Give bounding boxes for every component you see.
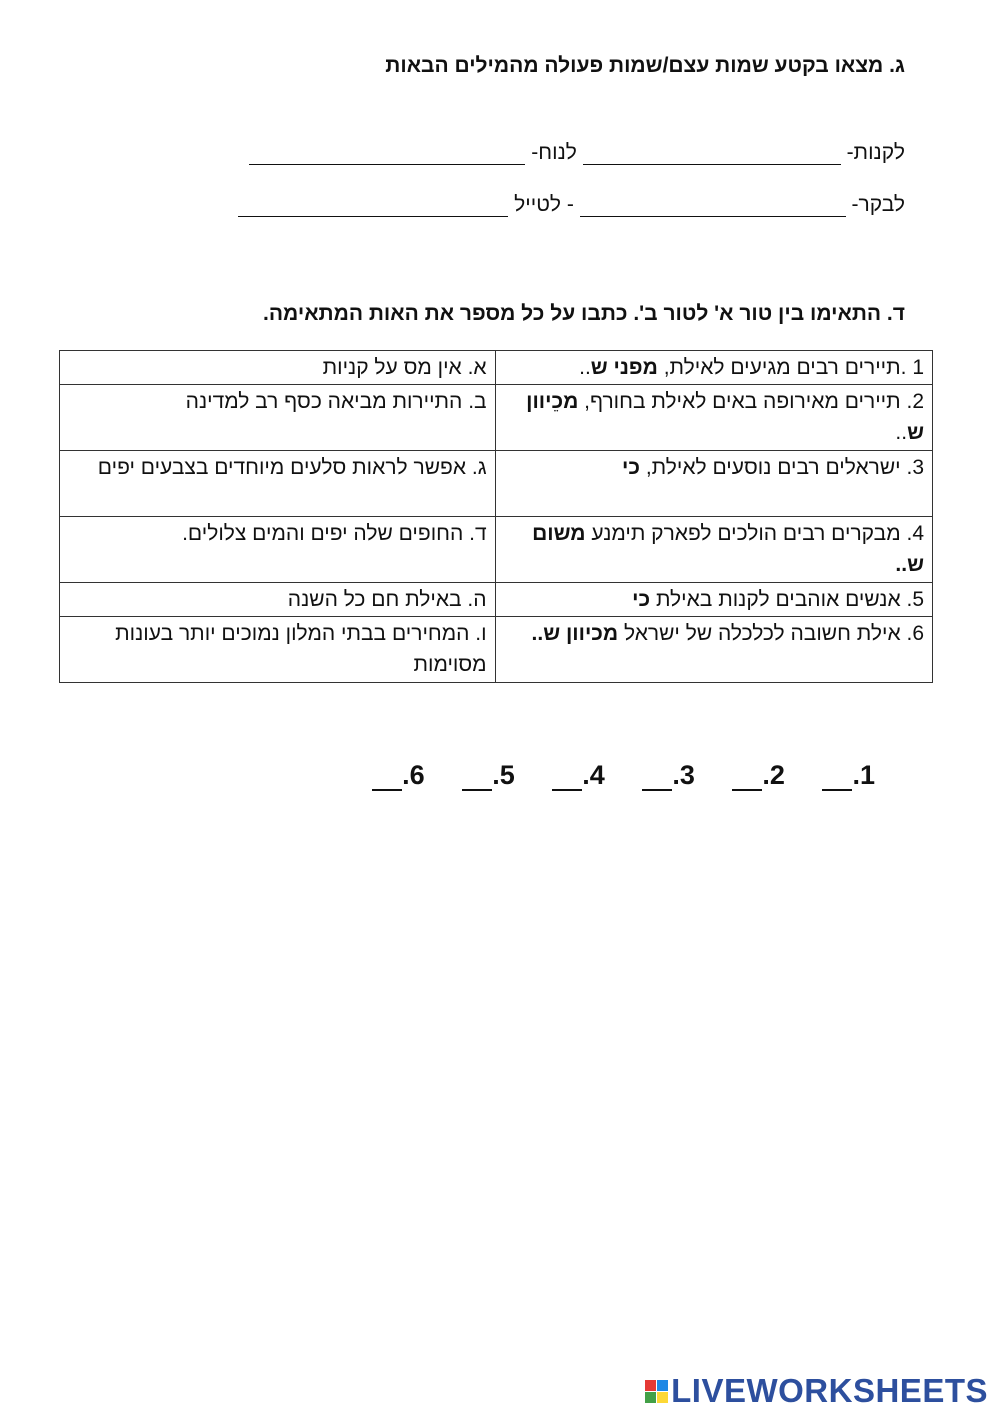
cell-bold-text: מפני ש [590, 356, 658, 379]
answer-item-4 [552, 760, 605, 791]
logo-text-worksheets: WORKSHEETS [746, 1372, 988, 1409]
logo-square [645, 1392, 656, 1403]
answer-input-2[interactable] [732, 765, 762, 791]
table-row [60, 617, 933, 683]
logo-square [657, 1380, 668, 1391]
cell-bold-text: כי [632, 588, 651, 611]
answer-line [342, 760, 875, 791]
cell-bold-text: משום ש.. [532, 522, 924, 576]
answer-input-6[interactable] [372, 765, 402, 791]
answer-item-3 [642, 760, 695, 791]
answer-input-1[interactable] [822, 765, 852, 791]
cell-bold-text: כי [622, 456, 640, 479]
answer-input-5[interactable] [462, 765, 492, 791]
column-b-cell: ו. המחירים בבתי המלון נמוכים יותר בעונות מסוימות [60, 617, 496, 683]
fill-row-1 [249, 140, 905, 165]
logo-text-live: LIVE [671, 1372, 747, 1409]
answer-label: 5. [492, 760, 515, 790]
cell-text-end: .. [579, 356, 591, 379]
logo-square [645, 1380, 656, 1391]
column-b-cell: א. אין מס על קניות [60, 351, 496, 385]
fill-row-2 [238, 192, 905, 217]
word-levaker: לבקר- [851, 193, 905, 216]
column-b-cell: ב. התיירות מביאה כסף רב למדינה [60, 385, 496, 451]
word-lanuach: לנוח- [531, 141, 577, 164]
answer-label: 1. [852, 760, 875, 790]
answer-item-6 [372, 760, 425, 791]
column-a-cell [495, 351, 932, 385]
cell-text: 5. אנשים אוהבים לקנות באילת [650, 588, 924, 611]
matching-table [59, 350, 933, 683]
cell-text: 6. אילת חשובה לכלכלה של ישראל [618, 622, 924, 645]
answer-label: 4. [582, 760, 605, 790]
answer-field-liknot[interactable] [583, 140, 841, 165]
column-a-cell [495, 517, 932, 583]
column-a-cell [495, 583, 932, 617]
answer-field-lanuach[interactable] [249, 140, 525, 165]
table-row [60, 517, 933, 583]
word-letayel: - לטייל [514, 193, 574, 216]
table-row [60, 451, 933, 517]
answer-field-letayel[interactable] [238, 192, 508, 217]
cell-bold-text: מכיוון ש.. [531, 622, 619, 645]
cell-text: 1 .תיירים רבים מגיעים לאילת, [657, 356, 924, 379]
column-b-cell: ד. החופים שלה יפים והמים צלולים. [60, 517, 496, 583]
answer-item-1 [822, 760, 875, 791]
section-g-title: ג. מצאו בקטע שמות עצם/שמות פעולה מהמילים הבאות [385, 54, 905, 77]
cell-text: 3. ישראלים רבים נוסעים לאילת, [639, 456, 924, 479]
cell-bold-text: מכֵיוון ש [526, 390, 924, 444]
answer-item-2 [732, 760, 785, 791]
answer-label: 2. [762, 760, 785, 790]
column-a-cell [495, 451, 932, 517]
answer-input-4[interactable] [552, 765, 582, 791]
answer-field-levaker[interactable] [580, 192, 846, 217]
column-b-cell: ג. אפשר לראות סלעים מיוחדים בצבעים יפים [60, 451, 496, 517]
table-row [60, 351, 933, 385]
table-row [60, 385, 933, 451]
answer-input-3[interactable] [642, 765, 672, 791]
cell-text: 2. תיירים מאירופה באים לאילת בחורף, [578, 390, 924, 413]
column-a-cell [495, 617, 932, 683]
logo-text [671, 1372, 988, 1410]
answer-label: 6. [402, 760, 425, 790]
logo-mark-icon [645, 1380, 668, 1403]
section-d-title: ד. התאימו בין טור א' לטור ב'. כתבו על כל מספר את האות המתאימה. [263, 302, 905, 325]
answer-label: 3. [672, 760, 695, 790]
column-a-cell [495, 385, 932, 451]
column-b-cell: ה. באילת חם כל השנה [60, 583, 496, 617]
liveworksheets-logo [645, 1372, 988, 1410]
table-row [60, 583, 933, 617]
logo-square [657, 1392, 668, 1403]
answer-item-5 [462, 760, 515, 791]
word-liknot: לקנות- [846, 141, 905, 164]
cell-text-end: .. [895, 421, 908, 444]
cell-text: 4. מבקרים רבים הולכים לפארק תימנע [585, 522, 924, 545]
